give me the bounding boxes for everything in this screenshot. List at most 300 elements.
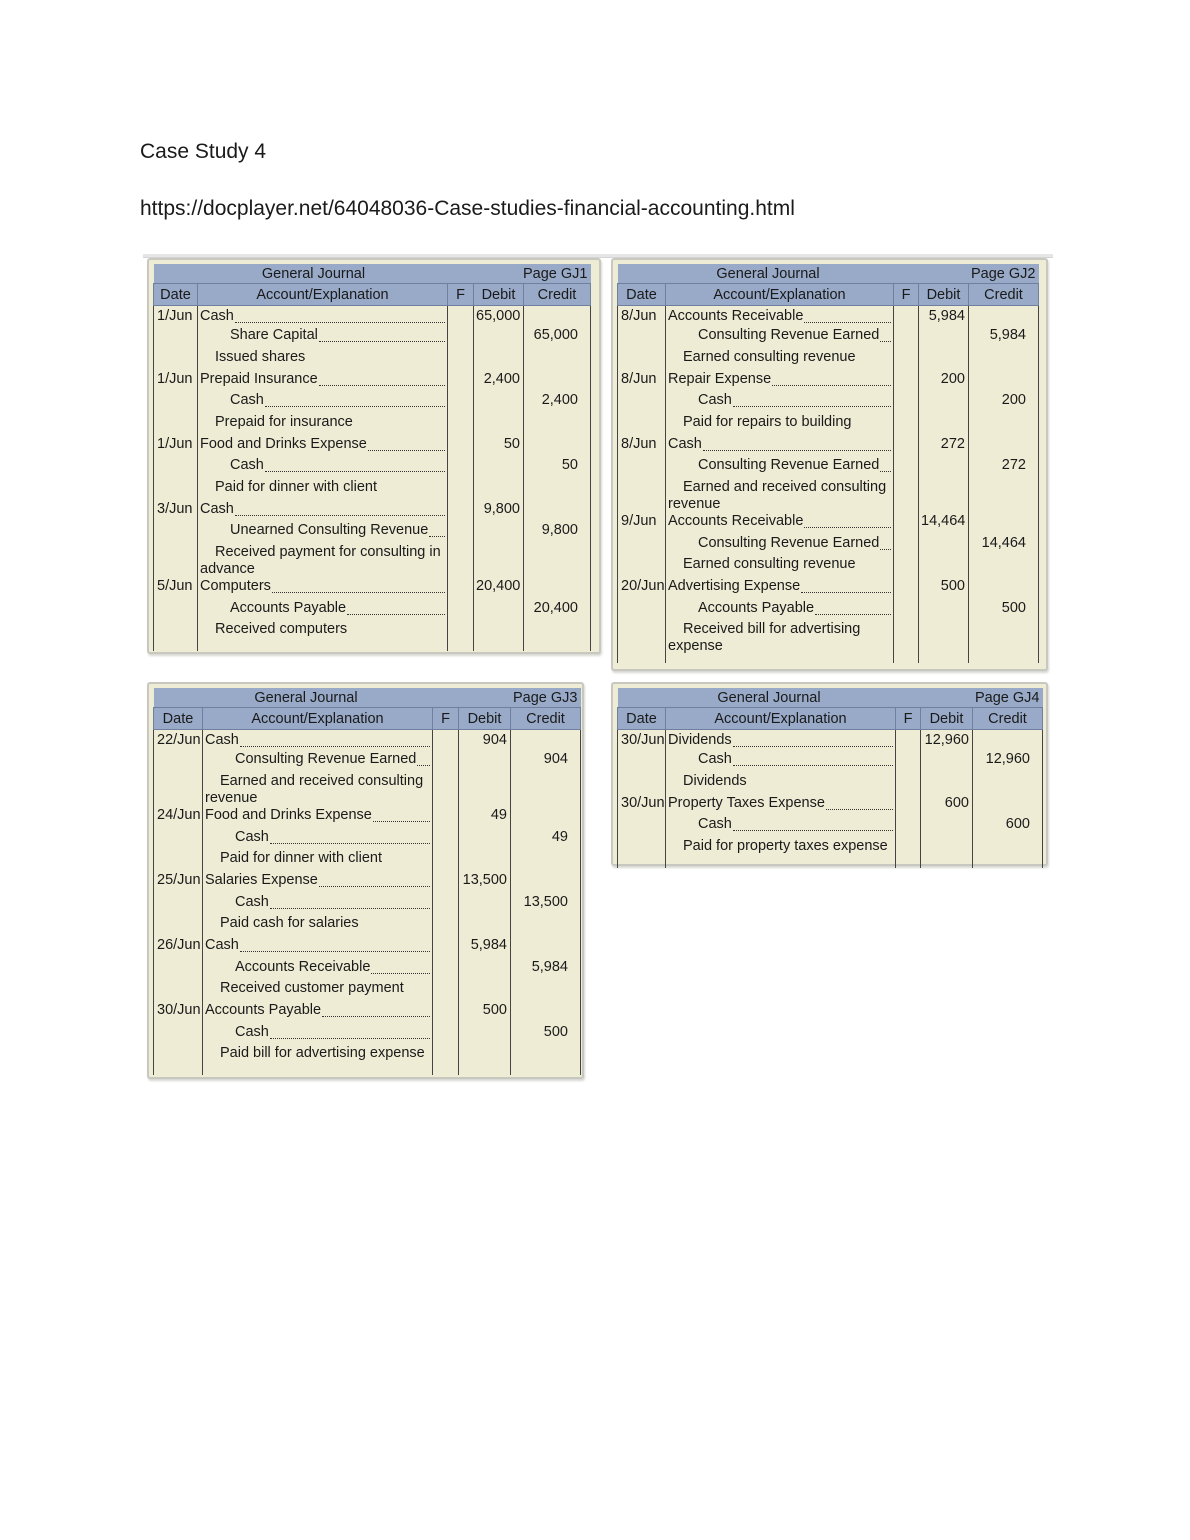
journal-page-number: Page GJ4 bbox=[921, 688, 1043, 708]
folio-cell bbox=[894, 578, 919, 600]
credit-amount bbox=[969, 371, 1039, 393]
credit-amount bbox=[973, 773, 1043, 795]
debit-amount bbox=[921, 773, 973, 795]
debit-account bbox=[203, 872, 433, 894]
debit-amount bbox=[474, 457, 524, 479]
account-name: Unearned Consulting Revenue bbox=[230, 522, 429, 539]
debit-amount bbox=[474, 544, 524, 578]
credit-amount bbox=[524, 501, 591, 523]
dotted-leader bbox=[270, 843, 430, 844]
credit-amount bbox=[524, 349, 591, 371]
entry-date bbox=[154, 980, 203, 1002]
credit-amount: 12,960 bbox=[973, 751, 1043, 773]
credit-account bbox=[203, 894, 433, 916]
filler-cell bbox=[448, 643, 474, 651]
debit-amount bbox=[921, 816, 973, 838]
account-name: Cash bbox=[235, 828, 269, 845]
column-header-credit: Credit bbox=[511, 708, 581, 730]
journal-entry-row bbox=[618, 535, 1039, 557]
journal-entry-row bbox=[154, 327, 591, 349]
journal-entry-row bbox=[618, 730, 1043, 752]
debit-amount bbox=[474, 414, 524, 436]
column-header-f: F bbox=[894, 284, 919, 306]
credit-amount: 2,400 bbox=[524, 392, 591, 414]
filler-cell bbox=[973, 860, 1043, 868]
journal-entry-row bbox=[618, 773, 1043, 795]
credit-account bbox=[203, 829, 433, 851]
debit-account bbox=[198, 578, 448, 600]
credit-amount bbox=[969, 436, 1039, 458]
credit-amount bbox=[524, 436, 591, 458]
journal-entry-row bbox=[154, 501, 591, 523]
folio-cell bbox=[448, 578, 474, 600]
folio-cell bbox=[894, 479, 919, 513]
filler-cell bbox=[511, 1067, 581, 1075]
folio-cell bbox=[894, 306, 919, 328]
journal-entry-row bbox=[618, 479, 1039, 513]
debit-account bbox=[666, 795, 896, 817]
account-name: Consulting Revenue Earned bbox=[698, 327, 880, 344]
journal-entry-row bbox=[154, 894, 581, 916]
dotted-leader bbox=[347, 614, 445, 615]
debit-amount: 2,400 bbox=[474, 371, 524, 393]
journal-entry-row bbox=[618, 838, 1043, 860]
entry-explanation: Received customer payment bbox=[203, 980, 433, 1002]
account-name: Consulting Revenue Earned bbox=[698, 457, 880, 474]
credit-account bbox=[666, 535, 894, 557]
dotted-leader bbox=[733, 765, 893, 766]
entry-date: 1/Jun bbox=[154, 371, 198, 393]
entry-date bbox=[154, 392, 198, 414]
credit-amount: 904 bbox=[511, 751, 581, 773]
credit-amount bbox=[511, 937, 581, 959]
folio-cell bbox=[433, 1045, 459, 1067]
folio-cell bbox=[433, 829, 459, 851]
dotted-leader bbox=[804, 322, 891, 323]
folio-cell bbox=[896, 730, 921, 752]
debit-amount bbox=[474, 522, 524, 544]
entry-date: 26/Jun bbox=[154, 937, 203, 959]
folio-cell bbox=[894, 414, 919, 436]
entry-date: 30/Jun bbox=[618, 730, 666, 752]
page-title: Case Study 4 bbox=[140, 140, 267, 163]
journal-entry-row bbox=[618, 436, 1039, 458]
debit-amount bbox=[919, 327, 969, 349]
column-header-debit: Debit bbox=[474, 284, 524, 306]
dotted-leader bbox=[703, 450, 891, 451]
credit-amount bbox=[969, 414, 1039, 436]
entry-date: 30/Jun bbox=[154, 1002, 203, 1024]
dotted-leader bbox=[368, 450, 445, 451]
filler-cell bbox=[524, 643, 591, 651]
credit-amount: 65,000 bbox=[524, 327, 591, 349]
credit-amount bbox=[973, 730, 1043, 752]
folio-cell bbox=[433, 1024, 459, 1046]
account-name: Accounts Receivable bbox=[668, 308, 804, 324]
filler-cell bbox=[618, 655, 666, 663]
credit-account bbox=[666, 816, 896, 838]
entry-date bbox=[618, 838, 666, 860]
entry-explanation: Paid cash for salaries bbox=[203, 915, 433, 937]
journal-entry-row bbox=[154, 479, 591, 501]
journal-entry-row bbox=[154, 436, 591, 458]
entry-date: 24/Jun bbox=[154, 807, 203, 829]
debit-amount bbox=[459, 959, 511, 981]
entry-date bbox=[618, 414, 666, 436]
debit-amount bbox=[919, 479, 969, 513]
dotted-leader bbox=[801, 592, 891, 593]
journal-table bbox=[153, 688, 581, 1075]
credit-amount bbox=[973, 838, 1043, 860]
entry-explanation: Received computers bbox=[198, 621, 448, 643]
filler-cell bbox=[921, 860, 973, 868]
filler-cell bbox=[459, 1067, 511, 1075]
entry-date: 1/Jun bbox=[154, 436, 198, 458]
folio-cell bbox=[448, 479, 474, 501]
account-name: Prepaid Insurance bbox=[200, 370, 318, 387]
folio-cell bbox=[433, 807, 459, 829]
credit-account bbox=[198, 327, 448, 349]
folio-cell bbox=[894, 535, 919, 557]
column-header-debit: Debit bbox=[919, 284, 969, 306]
folio-cell bbox=[894, 457, 919, 479]
column-header-credit: Credit bbox=[524, 284, 591, 306]
entry-date bbox=[154, 544, 198, 578]
dotted-leader bbox=[733, 830, 893, 831]
folio-cell bbox=[896, 838, 921, 860]
folio-cell bbox=[448, 371, 474, 393]
dotted-leader bbox=[265, 471, 445, 472]
folio-cell bbox=[894, 392, 919, 414]
entry-date bbox=[154, 327, 198, 349]
folio-cell bbox=[894, 436, 919, 458]
entry-date bbox=[618, 621, 666, 655]
debit-amount bbox=[474, 621, 524, 643]
journal-page-number: Page GJ3 bbox=[459, 688, 581, 708]
entry-date bbox=[154, 1024, 203, 1046]
entry-explanation: Prepaid for insurance bbox=[198, 414, 448, 436]
credit-amount bbox=[524, 306, 591, 328]
journal-entry-row bbox=[154, 349, 591, 371]
entry-date bbox=[618, 773, 666, 795]
debit-account bbox=[666, 730, 896, 752]
credit-amount bbox=[524, 544, 591, 578]
credit-amount: 50 bbox=[524, 457, 591, 479]
dotted-leader bbox=[804, 527, 891, 528]
credit-amount bbox=[511, 773, 581, 807]
debit-account bbox=[203, 730, 433, 752]
entry-date bbox=[618, 392, 666, 414]
folio-cell bbox=[894, 349, 919, 371]
credit-amount bbox=[524, 371, 591, 393]
entry-date bbox=[154, 773, 203, 807]
debit-amount bbox=[459, 1024, 511, 1046]
debit-amount: 500 bbox=[459, 1002, 511, 1024]
folio-cell bbox=[433, 915, 459, 937]
column-header-credit: Credit bbox=[969, 284, 1039, 306]
dotted-leader bbox=[272, 592, 445, 593]
debit-amount: 65,000 bbox=[474, 306, 524, 328]
journal-entry-row bbox=[618, 371, 1039, 393]
filler-cell bbox=[433, 1067, 459, 1075]
credit-amount bbox=[969, 306, 1039, 328]
filler-cell bbox=[666, 655, 894, 663]
debit-amount bbox=[919, 349, 969, 371]
dotted-leader bbox=[733, 746, 893, 747]
journal-title: General Journal bbox=[154, 688, 459, 708]
account-name: Cash bbox=[200, 500, 234, 517]
folio-cell bbox=[433, 773, 459, 807]
folio-cell bbox=[896, 751, 921, 773]
debit-account bbox=[203, 937, 433, 959]
folio-cell bbox=[894, 556, 919, 578]
entry-date bbox=[618, 600, 666, 622]
entry-date bbox=[154, 414, 198, 436]
journal-page-number: Page GJ2 bbox=[919, 264, 1039, 284]
entry-date bbox=[618, 327, 666, 349]
filler-cell bbox=[969, 655, 1039, 663]
credit-amount bbox=[511, 980, 581, 1002]
debit-account bbox=[198, 306, 448, 328]
debit-account bbox=[203, 807, 433, 829]
debit-amount bbox=[474, 349, 524, 371]
debit-amount: 200 bbox=[919, 371, 969, 393]
journal-entry-row bbox=[618, 751, 1043, 773]
entry-date bbox=[618, 349, 666, 371]
debit-amount: 49 bbox=[459, 807, 511, 829]
entry-date bbox=[154, 829, 203, 851]
dotted-leader bbox=[319, 341, 445, 342]
credit-account bbox=[198, 600, 448, 622]
journal-entry-row bbox=[618, 349, 1039, 371]
account-name: Accounts Payable bbox=[205, 1002, 322, 1019]
journal-entry-row bbox=[618, 457, 1039, 479]
dotted-leader bbox=[880, 341, 891, 342]
account-name: Cash bbox=[235, 1023, 269, 1040]
journal-title: General Journal bbox=[618, 688, 921, 708]
journal-entry-row bbox=[618, 621, 1039, 655]
debit-amount bbox=[921, 751, 973, 773]
entry-date bbox=[154, 479, 198, 501]
account-name: Consulting Revenue Earned bbox=[698, 534, 880, 551]
account-name: Computers bbox=[200, 578, 271, 595]
account-name: Cash bbox=[205, 937, 239, 953]
credit-amount bbox=[511, 872, 581, 894]
account-name: Food and Drinks Expense bbox=[205, 806, 372, 823]
account-name: Cash bbox=[668, 435, 702, 452]
dotted-leader bbox=[371, 973, 430, 974]
debit-amount bbox=[474, 479, 524, 501]
credit-amount: 600 bbox=[973, 816, 1043, 838]
column-header-account: Account/Explanation bbox=[666, 708, 896, 730]
debit-amount bbox=[921, 838, 973, 860]
credit-amount bbox=[524, 621, 591, 643]
debit-amount bbox=[919, 621, 969, 655]
debit-amount: 20,400 bbox=[474, 578, 524, 600]
debit-amount bbox=[459, 829, 511, 851]
folio-cell bbox=[433, 1002, 459, 1024]
journal-page-number: Page GJ1 bbox=[474, 264, 591, 284]
debit-amount: 5,984 bbox=[919, 306, 969, 328]
journal-table bbox=[617, 688, 1043, 868]
entry-date bbox=[154, 1045, 203, 1067]
dotted-leader bbox=[815, 614, 891, 615]
folio-cell bbox=[896, 816, 921, 838]
folio-cell bbox=[448, 501, 474, 523]
journal-entry-row bbox=[618, 795, 1043, 817]
credit-amount bbox=[969, 349, 1039, 371]
account-name: Accounts Payable bbox=[698, 599, 815, 616]
credit-amount bbox=[969, 621, 1039, 655]
account-name: Property Taxes Expense bbox=[668, 794, 825, 811]
journal-entry-row bbox=[154, 807, 581, 829]
debit-amount bbox=[459, 751, 511, 773]
entry-date bbox=[618, 535, 666, 557]
column-header-date: Date bbox=[154, 708, 203, 730]
credit-amount: 500 bbox=[511, 1024, 581, 1046]
journal-table bbox=[153, 264, 591, 651]
credit-account bbox=[198, 392, 448, 414]
dotted-leader bbox=[319, 886, 430, 887]
filler-cell bbox=[896, 860, 921, 868]
folio-cell bbox=[448, 544, 474, 578]
entry-explanation: Paid bill for advertising expense bbox=[203, 1045, 433, 1067]
folio-cell bbox=[448, 327, 474, 349]
entry-date bbox=[618, 556, 666, 578]
debit-account bbox=[203, 1002, 433, 1024]
credit-amount bbox=[969, 556, 1039, 578]
journal-entry-row bbox=[618, 414, 1039, 436]
credit-amount bbox=[969, 513, 1039, 535]
folio-cell bbox=[894, 600, 919, 622]
column-header-account: Account/Explanation bbox=[666, 284, 894, 306]
folio-cell bbox=[896, 795, 921, 817]
credit-account bbox=[203, 959, 433, 981]
credit-amount: 9,800 bbox=[524, 522, 591, 544]
dotted-leader bbox=[240, 951, 430, 952]
account-name: Salaries Expense bbox=[205, 871, 318, 888]
journal-entry-row bbox=[618, 513, 1039, 535]
entry-explanation: Earned consulting revenue bbox=[666, 556, 894, 578]
filler-row bbox=[618, 655, 1039, 663]
dotted-leader bbox=[429, 536, 445, 537]
entry-date bbox=[154, 457, 198, 479]
column-header-account: Account/Explanation bbox=[203, 708, 433, 730]
folio-cell bbox=[448, 349, 474, 371]
credit-amount bbox=[511, 1045, 581, 1067]
journal-entry-row bbox=[154, 751, 581, 773]
entry-explanation: Received payment for consulting in advance bbox=[198, 544, 448, 578]
entry-date: 3/Jun bbox=[154, 501, 198, 523]
account-name: Repair Expense bbox=[668, 370, 772, 387]
account-name: Cash bbox=[230, 392, 264, 409]
dotted-leader bbox=[772, 385, 891, 386]
entry-date bbox=[154, 959, 203, 981]
debit-amount bbox=[919, 535, 969, 557]
filler-cell bbox=[666, 860, 896, 868]
credit-amount: 500 bbox=[969, 600, 1039, 622]
folio-cell bbox=[894, 621, 919, 655]
credit-amount: 272 bbox=[969, 457, 1039, 479]
journal-entry-row bbox=[154, 392, 591, 414]
journal-entry-row bbox=[154, 522, 591, 544]
journal-title: General Journal bbox=[154, 264, 474, 284]
debit-amount: 13,500 bbox=[459, 872, 511, 894]
credit-amount bbox=[973, 795, 1043, 817]
dotted-leader bbox=[270, 908, 430, 909]
column-header-f: F bbox=[896, 708, 921, 730]
journal-title: General Journal bbox=[618, 264, 919, 284]
entry-date bbox=[154, 600, 198, 622]
credit-amount: 200 bbox=[969, 392, 1039, 414]
folio-cell bbox=[433, 850, 459, 872]
filler-cell bbox=[894, 655, 919, 663]
credit-amount bbox=[969, 479, 1039, 513]
journal-entry-row bbox=[618, 392, 1039, 414]
folio-cell bbox=[433, 894, 459, 916]
credit-amount: 49 bbox=[511, 829, 581, 851]
journal-gj3 bbox=[147, 682, 584, 1079]
filler-cell bbox=[154, 643, 198, 651]
credit-amount bbox=[511, 730, 581, 752]
column-header-date: Date bbox=[154, 284, 198, 306]
entry-explanation: Received bill for advertising expense bbox=[666, 621, 894, 655]
debit-amount bbox=[474, 600, 524, 622]
debit-amount: 12,960 bbox=[921, 730, 973, 752]
entry-date: 30/Jun bbox=[618, 795, 666, 817]
account-name: Cash bbox=[698, 751, 732, 768]
dotted-leader bbox=[319, 385, 445, 386]
entry-explanation: Dividends bbox=[666, 773, 896, 795]
folio-cell bbox=[894, 327, 919, 349]
credit-account bbox=[666, 457, 894, 479]
entry-explanation: Paid for repairs to building bbox=[666, 414, 894, 436]
folio-cell bbox=[448, 392, 474, 414]
debit-amount bbox=[459, 773, 511, 807]
filler-row bbox=[154, 643, 591, 651]
account-name: Accounts Payable bbox=[230, 599, 347, 616]
account-name: Accounts Receivable bbox=[235, 958, 371, 975]
entry-date bbox=[154, 621, 198, 643]
account-name: Advertising Expense bbox=[668, 578, 801, 595]
debit-account bbox=[666, 513, 894, 535]
journal-entry-row bbox=[154, 937, 581, 959]
column-header-date: Date bbox=[618, 708, 666, 730]
journal-entry-row bbox=[154, 371, 591, 393]
entry-date bbox=[618, 457, 666, 479]
debit-amount: 50 bbox=[474, 436, 524, 458]
folio-cell bbox=[896, 773, 921, 795]
journal-entry-row bbox=[618, 327, 1039, 349]
column-header-f: F bbox=[433, 708, 459, 730]
debit-amount: 500 bbox=[919, 578, 969, 600]
debit-account bbox=[666, 306, 894, 328]
entry-date: 8/Jun bbox=[618, 306, 666, 328]
journal-entry-row bbox=[154, 850, 581, 872]
journal-entry-row bbox=[618, 578, 1039, 600]
credit-account bbox=[666, 600, 894, 622]
entry-explanation: Earned and received consulting revenue bbox=[666, 479, 894, 513]
debit-amount bbox=[474, 392, 524, 414]
dotted-leader bbox=[322, 1016, 430, 1017]
debit-amount: 5,984 bbox=[459, 937, 511, 959]
credit-amount: 20,400 bbox=[524, 600, 591, 622]
folio-cell bbox=[894, 371, 919, 393]
credit-amount bbox=[511, 1002, 581, 1024]
entry-date bbox=[618, 816, 666, 838]
debit-amount bbox=[919, 457, 969, 479]
credit-amount bbox=[969, 578, 1039, 600]
